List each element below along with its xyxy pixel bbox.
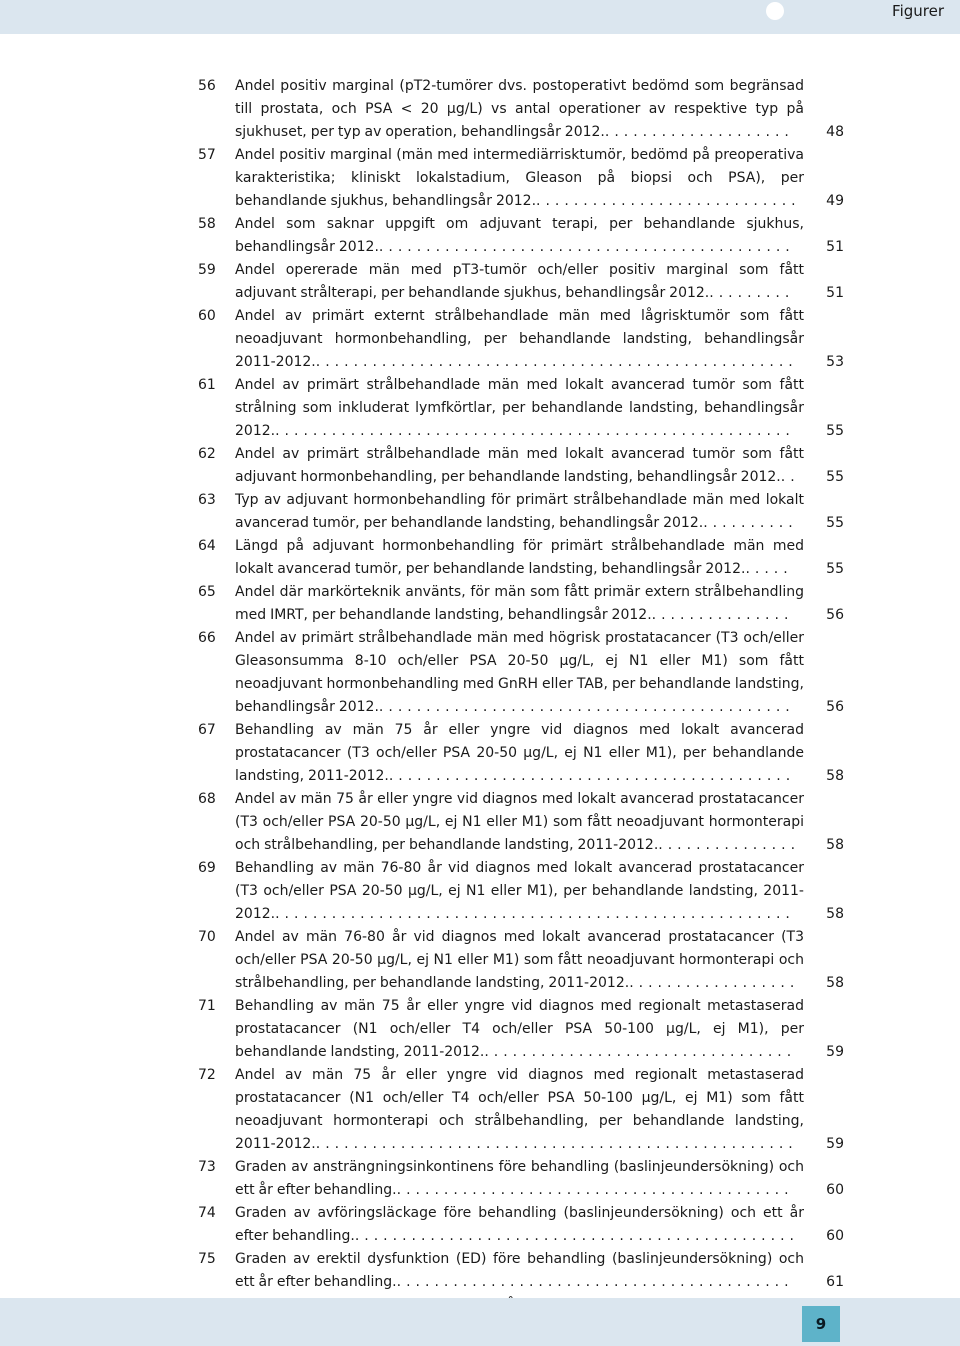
dot-leader: ................................................... [315, 1136, 798, 1152]
header-band [0, 0, 960, 34]
figure-caption [235, 305, 804, 374]
figure-caption [235, 1248, 804, 1294]
figure-caption [235, 926, 804, 995]
figure-caption [235, 213, 804, 259]
dot-leader: ..... [745, 561, 793, 577]
toc-entry[interactable] [0, 259, 960, 305]
figure-caption-text: Behandling av män 76-80 år vid diagnos med lokalt avancerad prostatacancer (T3 och/eller PSA 20-50 µg/L, ej N1 eller M1), per behandlande landsting, 2011-2012. [235, 860, 804, 922]
toc-entry[interactable] [0, 627, 960, 719]
page-ref[interactable]: 55 [826, 423, 844, 439]
figure-number: 62 [198, 446, 216, 462]
figure-number: 74 [198, 1205, 216, 1221]
figure-caption [235, 144, 804, 213]
section-label: Figurer [892, 2, 944, 20]
figure-caption [235, 443, 804, 489]
figure-caption-text: Graden av erektil dysfunktion (ED) före behandling (baslinjeundersökning) och ett år efter behandling. [235, 1251, 804, 1290]
toc-entry[interactable] [0, 581, 960, 627]
figure-caption [235, 259, 804, 305]
figure-caption [235, 489, 804, 535]
toc-entry[interactable] [0, 719, 960, 788]
page-ref[interactable]: 61 [826, 1274, 844, 1290]
toc-entry[interactable] [0, 995, 960, 1064]
figure-caption [235, 627, 804, 719]
page-ref[interactable]: 55 [826, 515, 844, 531]
figure-caption-text: Typ av adjuvant hormonbehandling för primärt strålbehandlade män med lokalt avancerad tumör, per behandlande landsting, behandlingsår 2012. [235, 492, 804, 531]
figure-caption-text: Behandling av män 75 år eller yngre vid diagnos med lokalt avancerad prostatacancer (T3 och/eller PSA 20-50 µg/L, ej N1 eller M1), per behandlande landsting, 2011-2012. [235, 722, 804, 784]
figure-caption-text: Längd på adjuvant hormonbehandling för primärt strålbehandlade män med lokalt avancerad tumör, per behandlande landsting, behandlingsår 2012. [235, 538, 804, 577]
figure-caption-text: Andel av primärt strålbehandlade män med högrisk prostatacancer (T3 och/eller Gleasonsumma 8-10 och/eller PSA 20-50 µg/L, ej N1 eller M1) som fått neoadjuvant hormonbehandling med GnRH eller TAB, per behandlande landsting, behandlingsår 2012. [235, 630, 804, 715]
figure-caption [235, 1156, 804, 1202]
page-ref[interactable]: 58 [826, 768, 844, 784]
page-ref[interactable]: 58 [826, 837, 844, 853]
figure-caption-text: Andel av primärt strålbehandlade män med lokalt avancerad tumör som fått strålning som inkluderat lymfkörtlar, per behandlande landsting, behandlingsår 2012. [235, 377, 804, 439]
figure-caption-text: Andel där markörteknik använts, för män som fått primär extern strålbehandling med IMRT, per behandlande landsting, behandlingsår 2012. [235, 584, 804, 623]
dot-leader: ............................................ [378, 699, 795, 715]
figure-caption [235, 788, 804, 857]
dot-leader: .. [780, 469, 800, 485]
figure-caption [235, 719, 804, 788]
figure-number: 60 [198, 308, 216, 324]
figure-number: 56 [198, 78, 216, 94]
figure-caption [235, 1202, 804, 1248]
toc-entry[interactable] [0, 213, 960, 259]
page-ref[interactable]: 58 [826, 906, 844, 922]
figure-caption-text: Andel opererade män med pT3-tumör och/eller positiv marginal som fått adjuvant strålterapi, per behandlande sjukhus, behandlingsår 2012. [235, 262, 804, 301]
page-ref[interactable]: 51 [826, 285, 844, 301]
dot-leader: ............................................ [378, 239, 795, 255]
toc-entry[interactable] [0, 1064, 960, 1156]
figure-caption [235, 857, 804, 926]
figure-caption-text: Andel positiv marginal (män med intermediärrisktumör, bedömd på preoperativa karakteristika; kliniskt lokalstadium, Gleason på biopsi och PSA), per behandlande sjukhus, behandlingsår 2012. [235, 147, 804, 209]
figure-caption-text: Andel positiv marginal (pT2-tumörer dvs. postoperativt bedömd som begränsad till prostata, och PSA < 20 µg/L) vs antal operationer av respektive typ på sjukhuset, per typ av operation, behandlingsår 2012. [235, 78, 804, 140]
page-ref[interactable]: 59 [826, 1044, 844, 1060]
page-ref[interactable]: 56 [826, 607, 844, 623]
page-ref[interactable]: 55 [826, 469, 844, 485]
toc-entry[interactable] [0, 1202, 960, 1248]
page-ref[interactable]: 60 [826, 1182, 844, 1198]
figure-number: 58 [198, 216, 216, 232]
figure-number: 75 [198, 1251, 216, 1267]
figure-caption [235, 535, 804, 581]
figure-caption [235, 581, 804, 627]
figure-number: 59 [198, 262, 216, 278]
page-ref[interactable]: 49 [826, 193, 844, 209]
figure-caption [235, 995, 804, 1064]
toc-entry[interactable] [0, 857, 960, 926]
dot-leader: ............... [651, 607, 794, 623]
page-ref[interactable]: 59 [826, 1136, 844, 1152]
figure-caption-text: Graden av avföringsläckage före behandling (baslinjeundersökning) och ett år efter behandling. [235, 1205, 804, 1244]
page-ref[interactable]: 56 [826, 699, 844, 715]
toc-entry[interactable] [0, 535, 960, 581]
list-of-figures [0, 75, 960, 1340]
header-dot-icon [766, 2, 784, 20]
figure-number: 64 [198, 538, 216, 554]
figure-caption-text: Andel av primärt strålbehandlade män med lokalt avancerad tumör som fått adjuvant hormonbehandling, per behandlande landsting, behandlingsår 2012. [235, 446, 804, 485]
page-ref[interactable]: 58 [826, 975, 844, 991]
toc-entry[interactable] [0, 144, 960, 213]
dot-leader: ........................................... [388, 768, 796, 784]
footer-band [0, 1298, 960, 1346]
figure-number: 67 [198, 722, 216, 738]
toc-entry[interactable] [0, 374, 960, 443]
figure-number: 71 [198, 998, 216, 1014]
page-ref[interactable]: 55 [826, 561, 844, 577]
figure-number: 66 [198, 630, 216, 646]
dot-leader: ......... [709, 285, 795, 301]
toc-entry[interactable] [0, 1156, 960, 1202]
page-ref[interactable]: 48 [826, 124, 844, 140]
figure-number: 63 [198, 492, 216, 508]
figure-caption-text: Andel av män 75 år eller yngre vid diagnos med lokalt avancerad prostatacancer (T3 och/eller PSA 20-50 µg/L, ej N1 eller M1) som fått neoadjuvant hormonterapi och strålbehandling, per behandlande landsting, 2011-2012. [235, 791, 804, 853]
dot-leader: ................................................... [315, 354, 798, 370]
toc-entry[interactable] [0, 75, 960, 144]
toc-entry[interactable] [0, 1248, 960, 1294]
dot-leader: ................................. [484, 1044, 797, 1060]
dot-leader: .......................................... [396, 1182, 794, 1198]
page-ref[interactable]: 60 [826, 1228, 844, 1244]
toc-entry[interactable] [0, 305, 960, 374]
figure-number: 69 [198, 860, 216, 876]
toc-entry[interactable] [0, 788, 960, 857]
figure-caption-text: Andel av primärt externt strålbehandlade män med lågrisktumör som fått neoadjuvant hormonbehandling, per behandlande landsting, behandlingsår 2011-2012. [235, 308, 804, 370]
figure-number: 57 [198, 147, 216, 163]
dot-leader: ............................ [536, 193, 801, 209]
dot-leader: .......................................... [396, 1274, 794, 1290]
figure-number: 70 [198, 929, 216, 945]
dot-leader: .................... [604, 124, 794, 140]
figure-number: 68 [198, 791, 216, 807]
figure-caption [235, 1064, 804, 1156]
figure-number: 61 [198, 377, 216, 393]
figure-caption [235, 75, 804, 144]
figure-caption-text: Graden av ansträngningsinkontinens före behandling (baslinjeundersökning) och ett år efter behandling. [235, 1159, 804, 1198]
figure-caption-text: Behandling av män 75 år eller yngre vid diagnos med regionalt metastaserad prostatacancer (N1 och/eller T4 och/eller PSA 50-100 µg/L, ej M1), per behandlande landsting, 2011-2012. [235, 998, 804, 1060]
figure-caption-text: Andel av män 76-80 år vid diagnos med lokalt avancerad prostatacancer (T3 och/eller PSA 20-50 µg/L, ej N1 eller M1) som fått neoadjuvant hormonterapi och strålbehandling, per behandlande landsting, 2011-2012. [235, 929, 804, 991]
page-ref[interactable]: 53 [826, 354, 844, 370]
figure-number: 73 [198, 1159, 216, 1175]
dot-leader: ............................................... [354, 1228, 799, 1244]
dot-leader: .................. [629, 975, 800, 991]
dot-leader: .......... [703, 515, 798, 531]
dot-leader: ....................................................... [275, 906, 795, 922]
toc-entry[interactable] [0, 926, 960, 995]
figure-caption-text: Andel som saknar uppgift om adjuvant terapi, per behandlande sjukhus, behandlingsår 2012. [235, 216, 804, 255]
toc-entry[interactable] [0, 443, 960, 489]
figure-caption-text: Andel av män 75 år eller yngre vid diagnos med regionalt metastaserad prostatacancer (N1 och/eller T4 och/eller PSA 50-100 µg/L, ej M1) som fått neoadjuvant hormonterapi och strålbehandling, per behandlande landsting, 2011-2012. [235, 1067, 804, 1152]
dot-leader: ............... [658, 837, 801, 853]
page-number: 9 [802, 1306, 840, 1342]
page-ref[interactable]: 51 [826, 239, 844, 255]
figure-number: 65 [198, 584, 216, 600]
figure-caption [235, 374, 804, 443]
toc-entry[interactable] [0, 489, 960, 535]
dot-leader: ....................................................... [275, 423, 795, 439]
figure-number: 72 [198, 1067, 216, 1083]
